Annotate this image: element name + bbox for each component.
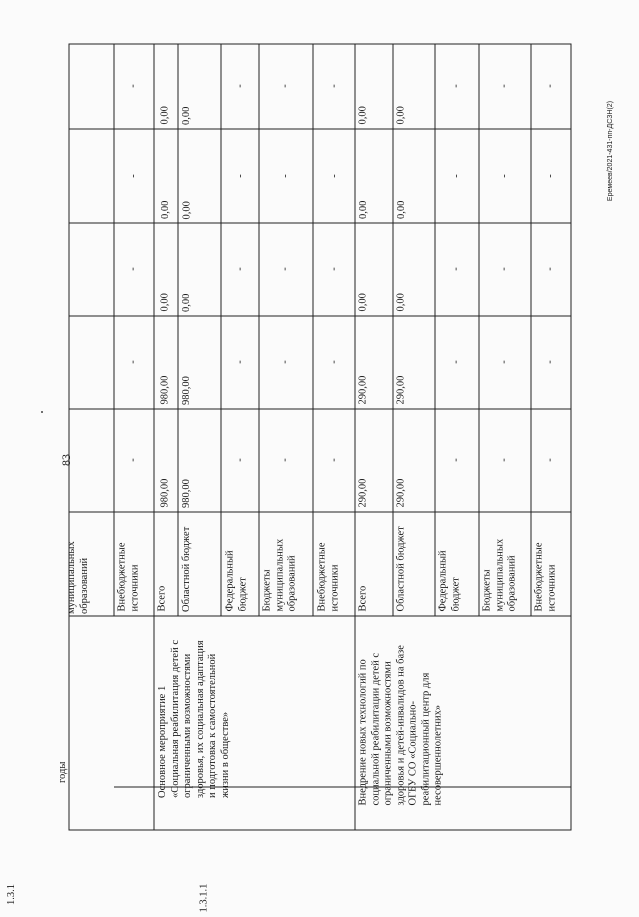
table-cell-value: -	[544, 174, 556, 178]
table-cell-value: 0,00	[159, 200, 171, 219]
table-cell-value: -	[328, 174, 340, 178]
finance-source: Бюджеты муниципальных образований	[261, 538, 298, 612]
table-cell-value: -	[279, 458, 291, 462]
table-cell-value: -	[450, 458, 462, 462]
table-cell-value: -	[328, 267, 340, 271]
table-cell-value: 980,00	[159, 375, 171, 405]
activity-name: Основное мероприятие 1 «Социальная реабилитация детей с ограниченными возможностями здоровья, их социальная адаптация и подготовка к самостоятельной жизни в обществе»	[157, 639, 231, 798]
activity-name: Внедрение новых технологий по социальной реабилитации детей с ограниченными возможностями здоровья и детей-инвалидов на базе ОГБУ СО «Социально-реабилитационный центр для несовершеннолетних»	[357, 645, 444, 806]
table-cell-value: -	[328, 84, 340, 88]
table-cell-value: -	[328, 458, 340, 462]
table-cell-value: -	[234, 458, 246, 462]
table-cell-value: -	[498, 458, 510, 462]
table-cell-value: -	[328, 360, 340, 364]
table-cell-value: 290,00	[395, 375, 407, 405]
table-cell-value: 0,00	[395, 106, 407, 125]
table-cell-value: 290,00	[357, 375, 369, 405]
table-cell-value: 0,00	[395, 293, 407, 312]
table-cell-value: -	[450, 360, 462, 364]
table-cell-value: -	[498, 267, 510, 271]
finance-source: Областной бюджет	[181, 526, 192, 612]
table-cell-value: -	[279, 360, 291, 364]
table-cell-value: -	[127, 458, 139, 462]
table-cell-value: 0,00	[159, 106, 171, 125]
table-cell-value: -	[234, 360, 246, 364]
table-cell-value: -	[234, 174, 246, 178]
table-cell-value: -	[279, 174, 291, 178]
row-number: 1.3.1	[6, 884, 17, 905]
finance-source: Внебюджетные источники	[116, 542, 140, 612]
finance-source: Внебюджетные источники	[316, 542, 340, 612]
table-cell-value: 0,00	[181, 293, 192, 312]
table-cell-value: -	[279, 84, 291, 88]
table-cell-value: -	[127, 267, 139, 271]
finance-source: Федеральный бюджет	[437, 550, 461, 612]
table-cell-value: 0,00	[358, 200, 369, 219]
header-finance-cont: муниципальных образований	[66, 541, 90, 614]
table-cell-value: -	[127, 360, 139, 364]
table-cell-value: -	[498, 360, 510, 364]
table-cell-value: -	[544, 360, 556, 364]
table-cell-value: 0,00	[357, 106, 369, 125]
table-cell-value: -	[544, 84, 556, 88]
table-cell-value: -	[544, 458, 556, 462]
finance-source: Всего	[156, 585, 168, 612]
document-footer-code: Еремеев/2021-431-пп-ДСЗН(2)	[607, 100, 614, 202]
header-years: годы	[57, 761, 68, 783]
finance-source: Бюджеты муниципальных образований	[481, 538, 518, 612]
table-cell-value: -	[234, 267, 246, 271]
table-cell-value: 0,00	[159, 293, 171, 312]
table-cell-value: 980,00	[181, 376, 192, 405]
table-cell-value: 290,00	[395, 478, 407, 508]
table-cell-value: 980,00	[159, 478, 171, 508]
finance-source: Областной бюджет	[395, 526, 407, 612]
table-cell-value: -	[450, 267, 462, 271]
table-cell-value: -	[544, 267, 556, 271]
table-cell-value: -	[450, 84, 462, 88]
table-cell-value: -	[234, 84, 246, 88]
table-cell-value: 290,00	[357, 478, 369, 508]
row-number: 1.3.1.1	[198, 883, 210, 913]
table-cell-value: -	[127, 84, 139, 88]
finance-source: Внебюджетные источники	[533, 542, 557, 612]
finance-source: Всего	[357, 585, 369, 612]
table-cell-value: -	[450, 174, 462, 178]
table-cell-value: -	[279, 267, 291, 271]
table-cell-value: -	[127, 174, 139, 178]
table-cell-value: 0,00	[396, 200, 407, 219]
table-cell-value: 0,00	[181, 106, 192, 125]
page-number: 83	[59, 454, 73, 466]
table-cell-value: -	[498, 174, 510, 178]
table-cell-value: -	[498, 84, 510, 88]
table-cell-value: 0,00	[357, 293, 369, 312]
table-cell-value: 0,00	[181, 201, 193, 220]
table-cell-value: 980,00	[181, 479, 192, 508]
finance-source: Федеральный бюджет	[224, 550, 248, 612]
